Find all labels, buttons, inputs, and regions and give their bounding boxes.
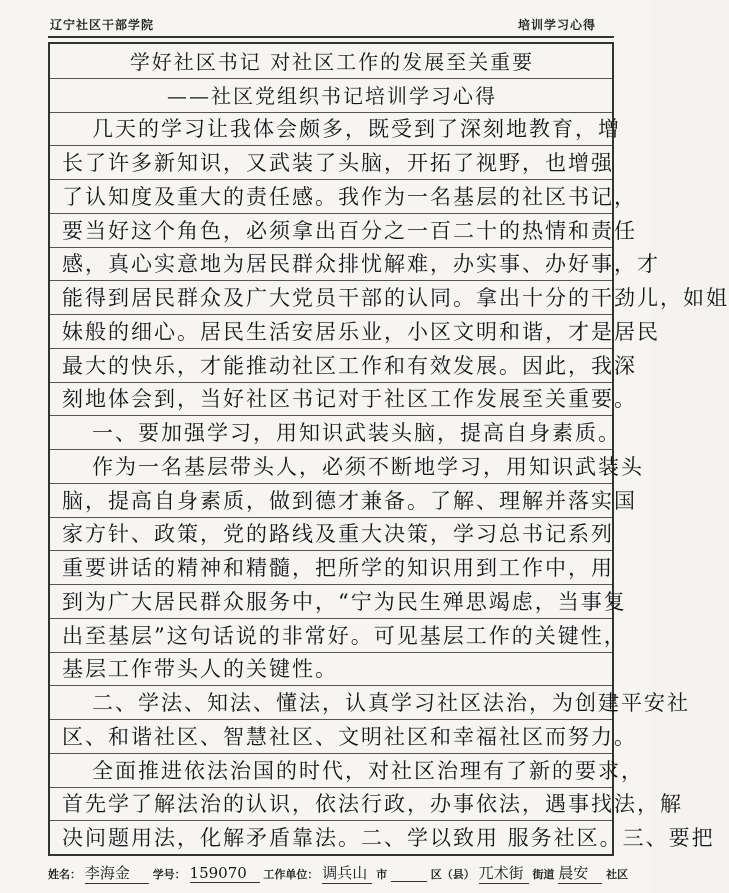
handwritten-line: 重要讲话的精神和精髓，把所学的知识用到工作中，用 xyxy=(62,556,614,581)
ruled-line xyxy=(50,618,612,619)
handwritten-line: 长了许多新知识，又武装了头脑，开拓了视野，也增强 xyxy=(62,151,614,176)
ruled-line xyxy=(50,247,612,248)
college-header: 辽宁社区干部学院 xyxy=(50,18,155,32)
handwritten-line: 感，真心实意地为居民群众排忧解难，办实事、办好事，才 xyxy=(62,252,660,277)
ruled-line xyxy=(50,314,612,315)
handwritten-line: 刻地体会到，当好社区书记对于社区工作发展至关重要。 xyxy=(62,387,637,412)
ruled-line xyxy=(50,584,612,585)
ruled-line xyxy=(50,280,612,281)
header-rule xyxy=(48,36,614,38)
id-value: 159070 xyxy=(190,864,260,883)
handwritten-line: 作为一名基层带头人，必须不断地学习，用知识武装头 xyxy=(92,454,644,479)
ruled-writing-area xyxy=(48,42,729,856)
community-value: 晨安 xyxy=(558,862,602,884)
name-value: 李海金 xyxy=(85,862,149,884)
name-label: 姓名： xyxy=(48,868,81,881)
ruled-line xyxy=(50,449,612,450)
handwritten-line: 决问题用法，化解矛盾靠法。二、学以致用 服务社区。三、要把 xyxy=(62,826,715,851)
handwritten-line: 一、要加强学习，用知识武装头脑，提高自身素质。 xyxy=(92,421,621,446)
ruled-line xyxy=(50,112,612,113)
unit-label: 工作单位： xyxy=(263,868,319,881)
handwritten-line: 要当好这个角色，必须拿出百分之一百二十的热情和责任 xyxy=(62,218,637,243)
district-suffix: 区（县） xyxy=(430,868,475,881)
ruled-line xyxy=(50,382,612,383)
ruled-line xyxy=(50,415,612,416)
ruled-line xyxy=(50,179,612,180)
ruled-line xyxy=(50,78,612,79)
street-suffix: 街道 xyxy=(532,868,555,881)
ruled-line xyxy=(50,685,612,686)
handwritten-line: 几天的学习让我体会颇多，既受到了深刻地教育，增 xyxy=(92,117,621,142)
ruled-line xyxy=(50,820,612,821)
handwritten-line: 家方针、政策，党的路线及重大决策，学习总书记系列 xyxy=(62,522,614,547)
handwritten-line: 了认知度及重大的责任感。我作为一名基层的社区书记， xyxy=(62,184,637,209)
ruled-line xyxy=(50,517,612,518)
handwritten-line: 出至基层”这句话说的非常好。可见基层工作的关键性， xyxy=(62,623,627,648)
city-suffix: 市 xyxy=(376,868,388,881)
community-suffix: 社区 xyxy=(606,868,629,881)
handwritten-line: 区、和谐社区、智慧社区、文明社区和幸福社区而努力。 xyxy=(62,724,637,749)
ruled-line xyxy=(50,483,612,484)
ruled-line xyxy=(50,753,612,754)
handwritten-line: 基层工作带头人的关键性。 xyxy=(62,657,338,682)
essay-subtitle: ——社区党组织书记培训学习心得 xyxy=(167,83,497,108)
ruled-line xyxy=(50,550,612,551)
handwritten-line: 全面推进依法治国的时代，对社区治理有了新的要求， xyxy=(92,758,644,783)
city-value: 调兵山 xyxy=(322,862,372,884)
handwritten-line: 二、学法、知法、懂法，认真学习社区法治，为创建平安社 xyxy=(92,691,690,716)
handwritten-line: 最大的快乐，才能推动社区工作和有效发展。因此，我深 xyxy=(62,353,637,378)
id-label: 学号： xyxy=(152,868,186,881)
notes-header: 培训学习心得 xyxy=(517,18,596,32)
ruled-line xyxy=(50,787,612,788)
handwritten-line: 首先学了解法治的认识，依法行政，办事依法，遇事找法，解 xyxy=(62,792,683,817)
essay-title: 学好社区书记 对社区工作的发展至关重要 xyxy=(129,49,535,74)
ruled-line xyxy=(50,213,612,214)
ruled-line xyxy=(50,348,612,349)
ruled-line xyxy=(50,719,612,720)
handwritten-line: 脑，提高自身素质，做到德才兼备。了解、理解并落实国 xyxy=(62,488,637,513)
district-blank xyxy=(391,868,427,882)
ruled-line xyxy=(50,145,612,146)
handwritten-line: 妹般的细心。居民生活安居乐业，小区文明和谐，才是居民 xyxy=(62,319,660,344)
ruled-line xyxy=(50,652,612,653)
student-info-footer xyxy=(48,862,629,884)
handwritten-line: 到为广大居民群众服务中，“宁为民生殚思竭虑，当事复 xyxy=(62,589,627,614)
street-value: 兀术街 xyxy=(479,862,529,884)
handwritten-line: 能得到居民群众及广大党员干部的认同。拿出十分的干劲儿，如姐 xyxy=(62,286,729,311)
